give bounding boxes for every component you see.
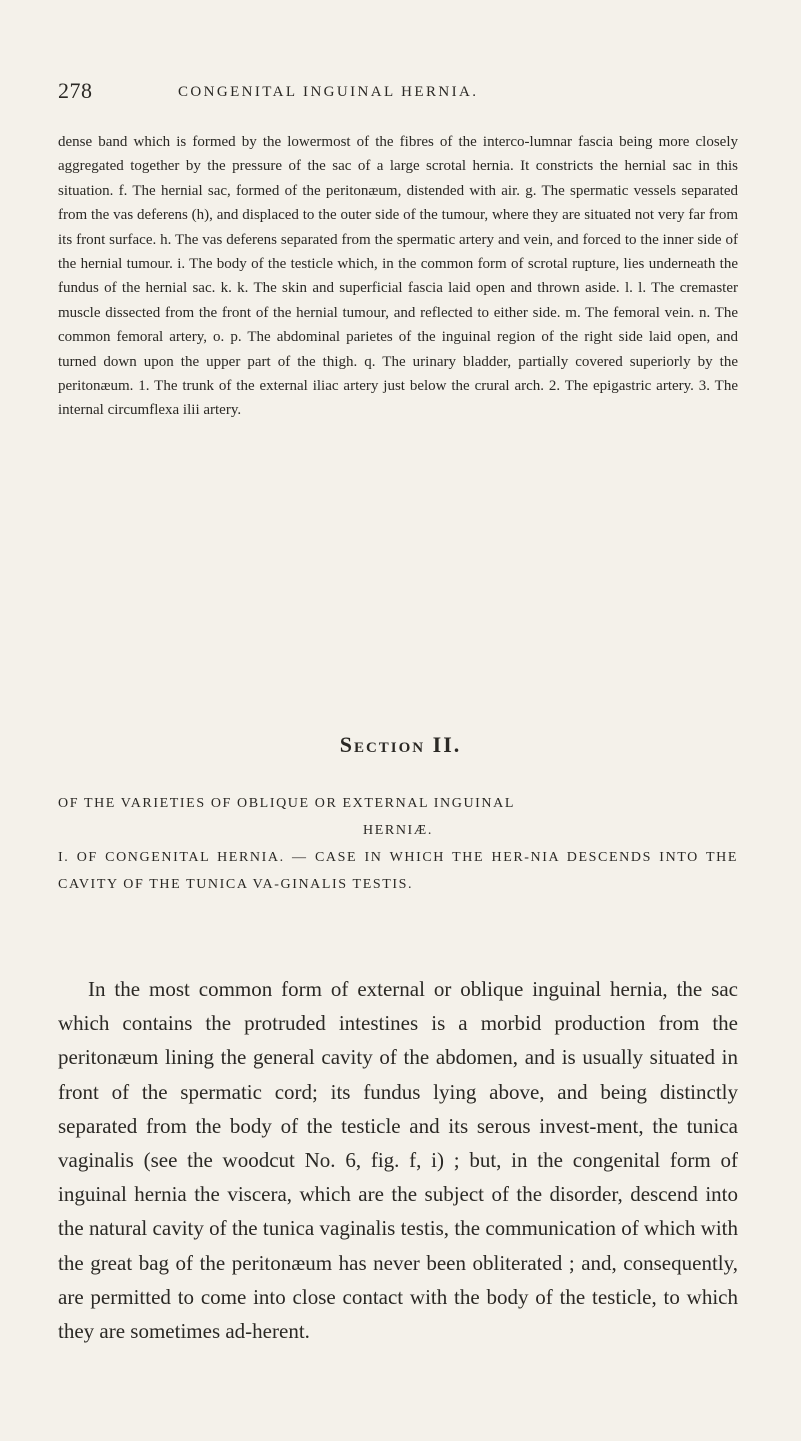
page-number: 278 — [58, 78, 93, 103]
body-paragraph: In the most common form of external or oblique inguinal hernia, the sac which contains the protruded intestines is a morbid production from the peritonæum lining the general cavity of the abdomen, and is usually situated in front of the spermatic cord; its fundus lying above, and being distinctly separated from the body of the testicle and its serous invest-ment, the tunica vaginalis (see the woodcut No. 6, fig. f, i) ; but, in the congenital form of inguinal hernia the viscera, which are the subject of the disorder, descend into the natural cavity of the tunica vaginalis testis, the communication of which with the great bag of the peritonæum has never been obliterated ; and, consequently, are permitted to come into close contact with the body of the testicle, to which they are sometimes ad-herent. — [58, 977, 738, 1344]
subtitle-line-2: HERNIÆ. — [363, 823, 433, 838]
figure-description-paragraph: dense band which is formed by the lowermost of the fibres of the interco-lumnar fascia being more closely aggregated together by the pressure of the sac of a large scrotal hernia. It constricts the hernial sac in this situation. f. The hernial sac, formed of the peritonæum, distended with air. g. The spermatic vessels separated from the vas deferens (h), and displaced to the outer side of the tumour, where they are situated not very far from its front surface. h. The vas deferens separated from the spermatic artery and vein, and forced to the inner side of the hernial tumour. i. The body of the testicle which, in the common form of scrotal rupture, lies underneath the fundus of the hernial sac. k. k. The skin and superficial fascia laid open and thrown aside. l. l. The cremaster muscle dissected from the front of the hernial tumour, and reflected to either side. m. The femoral vein. n. The common femoral artery, o. p. The abdominal parietes of the inguinal region of the right side laid open, and turned down upon the upper part of the thigh. q. The urinary bladder, partially covered superiorly by the peritonæum. 1. The trunk of the external iliac artery just below the crural arch. 2. The epigastric artery. 3. The internal circumflexa ilii artery. — [58, 134, 738, 419]
section-title: Section II. — [339, 732, 462, 757]
subtitle-line-1: OF THE VARIETIES OF OBLIQUE OR EXTERNAL INGUINAL — [58, 796, 515, 811]
page-header — [58, 78, 758, 114]
running-head: CONGENITAL INGUINAL HERNIA. — [178, 84, 479, 100]
section-subtitle — [58, 790, 738, 898]
subsection-heading: I. OF CONGENITAL HERNIA. — CASE IN WHICH THE HER-NIA DESCENDS INTO THE CAVITY OF THE TUNICA VA-GINALIS TESTIS. — [58, 850, 738, 892]
